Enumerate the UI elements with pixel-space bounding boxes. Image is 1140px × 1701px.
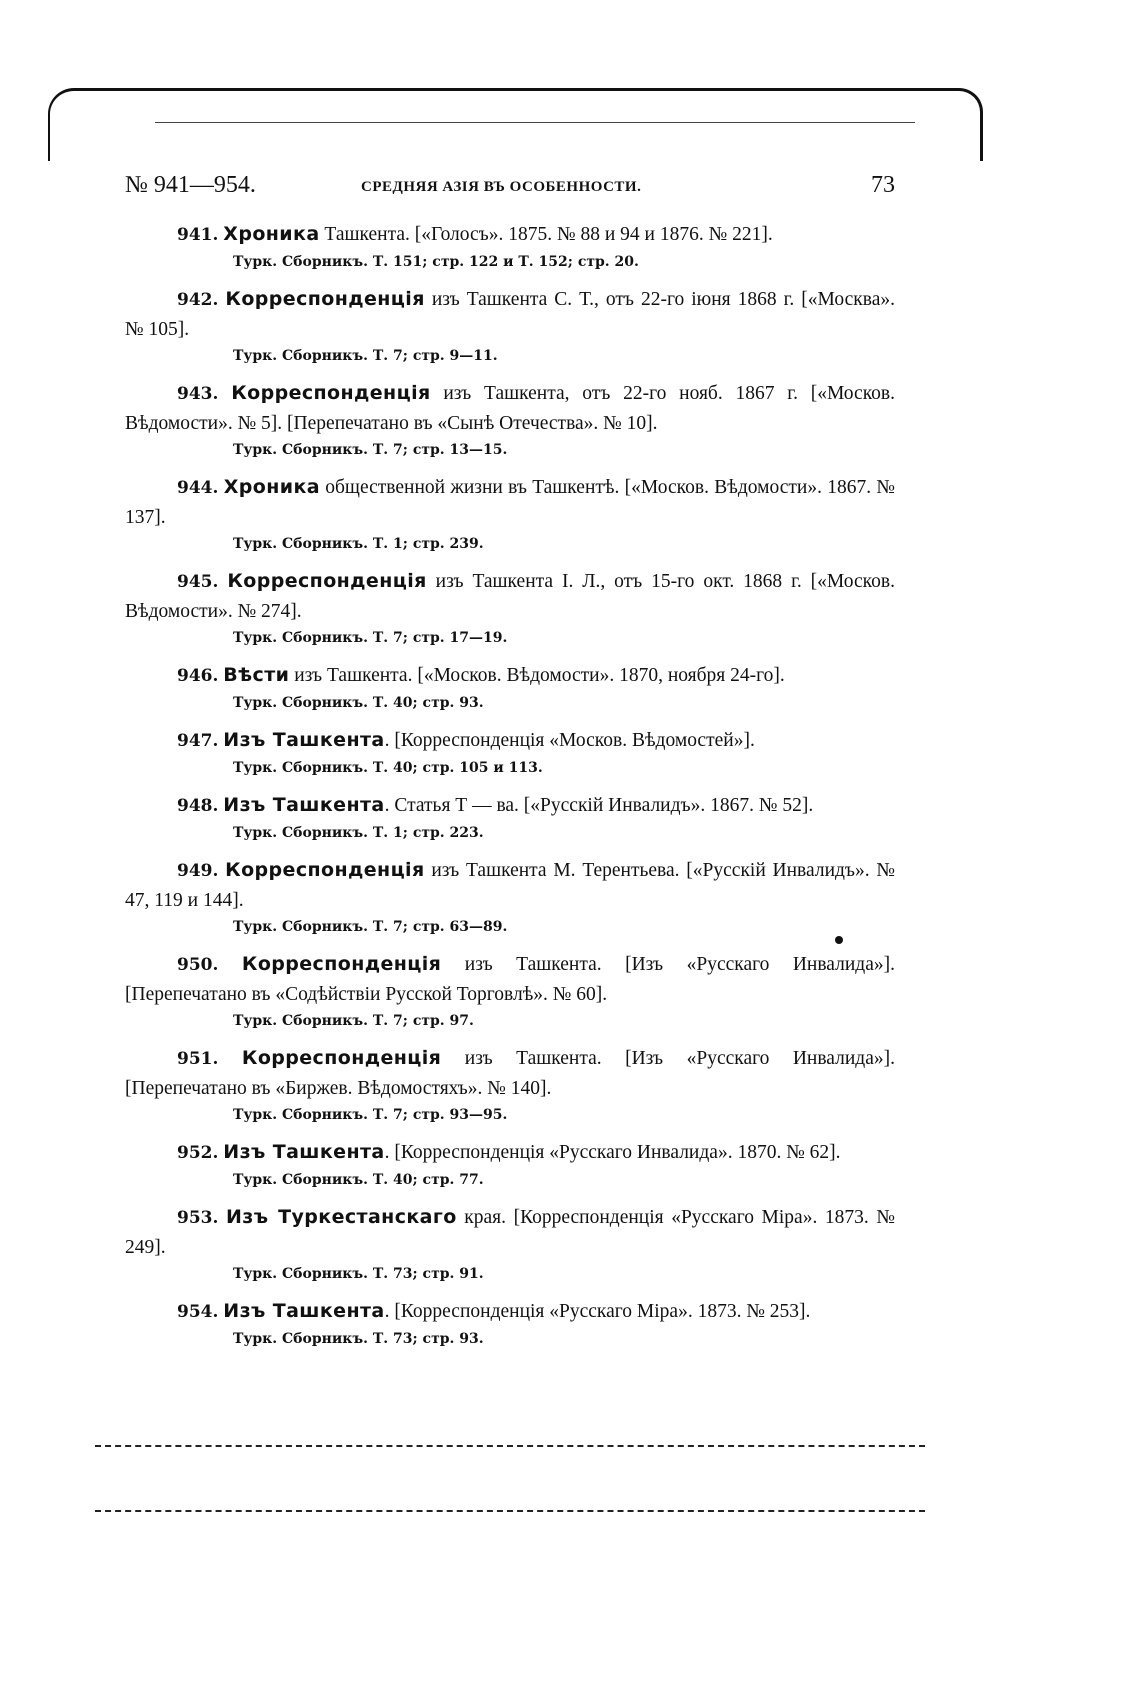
page-number: 73 bbox=[871, 172, 895, 198]
entry-body: . [Корреспонденція «Москов. Вѣдомостей»]. bbox=[384, 730, 755, 751]
entry-source: Турк. Сборникъ. Т. 7; стр. 93—95. bbox=[233, 1107, 508, 1123]
entry-keyword: Изъ Ташкента bbox=[223, 1300, 385, 1322]
running-title: СРЕДНЯЯ АЗІЯ ВЪ ОСОБЕННОСТИ. bbox=[361, 179, 642, 195]
entry-body: изъ Ташкента. [Изъ «Русскаго Инвалида»]. [Перепечатано въ «Биржев. Вѣдомостяхъ». № 140]. bbox=[125, 1048, 895, 1099]
page-frame-border bbox=[48, 88, 983, 161]
list-item bbox=[125, 856, 895, 937]
entry-number: 950. bbox=[177, 955, 219, 975]
entry-keyword: Изъ Ташкента bbox=[223, 729, 385, 751]
list-item bbox=[125, 1297, 895, 1349]
entry-body: края. [Корреспонденція «Русскаго Міра». 1873. № 249]. bbox=[125, 1207, 895, 1258]
entry-text bbox=[125, 661, 895, 691]
list-item bbox=[125, 661, 895, 713]
entry-keyword: Хроника bbox=[223, 223, 320, 245]
entry-body: . Статья Т — ва. [«Русскій Инвалидъ». 1867. № 52]. bbox=[384, 795, 814, 816]
frame-inner-rule bbox=[155, 122, 915, 123]
list-item bbox=[125, 950, 895, 1031]
entry-body: изъ Ташкента М. Терентьева. [«Русскій Инвалидъ». № 47, 119 и 144]. bbox=[125, 860, 896, 911]
entry-text bbox=[125, 856, 895, 915]
entry-body: . [Корреспонденція «Русскаго Инвалида». 1870. № 62]. bbox=[384, 1142, 841, 1163]
page-header bbox=[125, 172, 895, 206]
entry-source: Турк. Сборникъ. Т. 1; стр. 223. bbox=[233, 825, 484, 841]
entry-number: 944. bbox=[177, 478, 219, 498]
entry-keyword: Корреспонденція bbox=[241, 1047, 442, 1069]
entry-body: изъ Ташкента. [«Москов. Вѣдомости». 1870, ноября 24-го]. bbox=[289, 665, 785, 686]
entry-text bbox=[125, 950, 895, 1009]
entry-number: 954. bbox=[177, 1302, 219, 1322]
entry-body: . [Корреспонденція «Русскаго Міра». 1873. № 253]. bbox=[384, 1301, 811, 1322]
list-item bbox=[125, 1138, 895, 1190]
entry-number: 953. bbox=[177, 1208, 219, 1228]
entry-text bbox=[125, 285, 895, 344]
entry-range: № 941—954. bbox=[125, 172, 256, 198]
bottom-rule-top bbox=[95, 1445, 925, 1447]
entry-text bbox=[125, 1044, 895, 1103]
entry-body: общественной жизни въ Ташкентѣ. [«Москов. Вѣдомости». 1867. № 137]. bbox=[125, 477, 896, 528]
entry-number: 942. bbox=[177, 290, 219, 310]
entry-number: 941. bbox=[177, 225, 219, 245]
list-item bbox=[125, 379, 895, 460]
entry-source: Турк. Сборникъ. Т. 7; стр. 63—89. bbox=[233, 919, 508, 935]
entry-source: Турк. Сборникъ. Т. 7; стр. 9—11. bbox=[233, 348, 498, 364]
entry-number: 946. bbox=[177, 666, 219, 686]
entry-source: Турк. Сборникъ. Т. 40; стр. 77. bbox=[233, 1172, 484, 1188]
entry-source: Турк. Сборникъ. Т. 1; стр. 239. bbox=[233, 536, 484, 552]
entry-body: изъ Ташкента І. Л., отъ 15-го окт. 1868 г. [«Москов. Вѣдомости». № 274]. bbox=[125, 571, 895, 622]
bibliography-list bbox=[125, 220, 895, 1362]
entry-source: Турк. Сборникъ. Т. 7; стр. 13—15. bbox=[233, 442, 508, 458]
list-item bbox=[125, 473, 895, 554]
entry-keyword: Корреспонденція bbox=[225, 859, 425, 881]
entry-number: 943. bbox=[177, 384, 219, 404]
entry-text bbox=[125, 379, 895, 438]
entry-number: 948. bbox=[177, 796, 219, 816]
entry-text bbox=[125, 1203, 895, 1262]
entry-text bbox=[125, 473, 895, 532]
entry-source: Турк. Сборникъ. Т. 40; стр. 93. bbox=[233, 695, 484, 711]
entry-keyword: Хроника bbox=[223, 476, 320, 498]
entry-number: 945. bbox=[177, 572, 219, 592]
entry-source: Турк. Сборникъ. Т. 151; стр. 122 и Т. 152; стр. 20. bbox=[233, 254, 639, 270]
list-item bbox=[125, 1044, 895, 1125]
entry-source: Турк. Сборникъ. Т. 73; стр. 93. bbox=[233, 1331, 484, 1347]
entry-body: Ташкента. [«Голосъ». 1875. № 88 и 94 и 1876. № 221]. bbox=[319, 224, 773, 245]
entry-text bbox=[125, 1138, 895, 1168]
entry-keyword: Изъ Ташкента bbox=[223, 794, 385, 816]
entry-number: 949. bbox=[177, 861, 219, 881]
entry-number: 947. bbox=[177, 731, 219, 751]
entry-keyword: Корреспонденція bbox=[241, 953, 442, 975]
entry-text bbox=[125, 791, 895, 821]
entry-keyword: Вѣсти bbox=[223, 664, 290, 686]
entry-source: Турк. Сборникъ. Т. 7; стр. 97. bbox=[233, 1013, 474, 1029]
entry-keyword: Корреспонденція bbox=[231, 382, 431, 404]
entry-source: Турк. Сборникъ. Т. 7; стр. 17—19. bbox=[233, 630, 508, 646]
entry-body: изъ Ташкента С. Т., отъ 22-го іюня 1868 г. [«Москва». № 105]. bbox=[125, 289, 895, 340]
entry-text bbox=[125, 567, 895, 626]
entry-source: Турк. Сборникъ. Т. 73; стр. 91. bbox=[233, 1266, 484, 1282]
entry-text bbox=[125, 1297, 895, 1327]
entry-keyword: Корреспонденція bbox=[225, 288, 425, 310]
entry-number: 951. bbox=[177, 1049, 219, 1069]
list-item bbox=[125, 1203, 895, 1284]
entry-keyword: Изъ Ташкента bbox=[223, 1141, 385, 1163]
entry-body: изъ Ташкента. [Изъ «Русскаго Инвалида»]. [Перепечатано въ «Содѣйствіи Русской Торговлѣ». № 60]. bbox=[125, 954, 895, 1005]
entry-keyword: Изъ Туркестанскаго bbox=[226, 1206, 457, 1228]
entry-source: Турк. Сборникъ. Т. 40; стр. 105 и 113. bbox=[233, 760, 543, 776]
ink-dot bbox=[835, 936, 843, 944]
list-item bbox=[125, 220, 895, 272]
entry-number: 952. bbox=[177, 1143, 219, 1163]
list-item bbox=[125, 791, 895, 843]
entry-text bbox=[125, 726, 895, 756]
entry-text bbox=[125, 220, 895, 250]
bottom-rule-bottom bbox=[95, 1510, 925, 1512]
list-item bbox=[125, 726, 895, 778]
list-item bbox=[125, 285, 895, 366]
entry-body: изъ Ташкента, отъ 22-го нояб. 1867 г. [«Москов. Вѣдомости». № 5]. [Перепечатано въ «Сынѣ Отечества». № 10]. bbox=[125, 383, 896, 434]
entry-keyword: Корреспонденція bbox=[227, 570, 427, 592]
list-item bbox=[125, 567, 895, 648]
